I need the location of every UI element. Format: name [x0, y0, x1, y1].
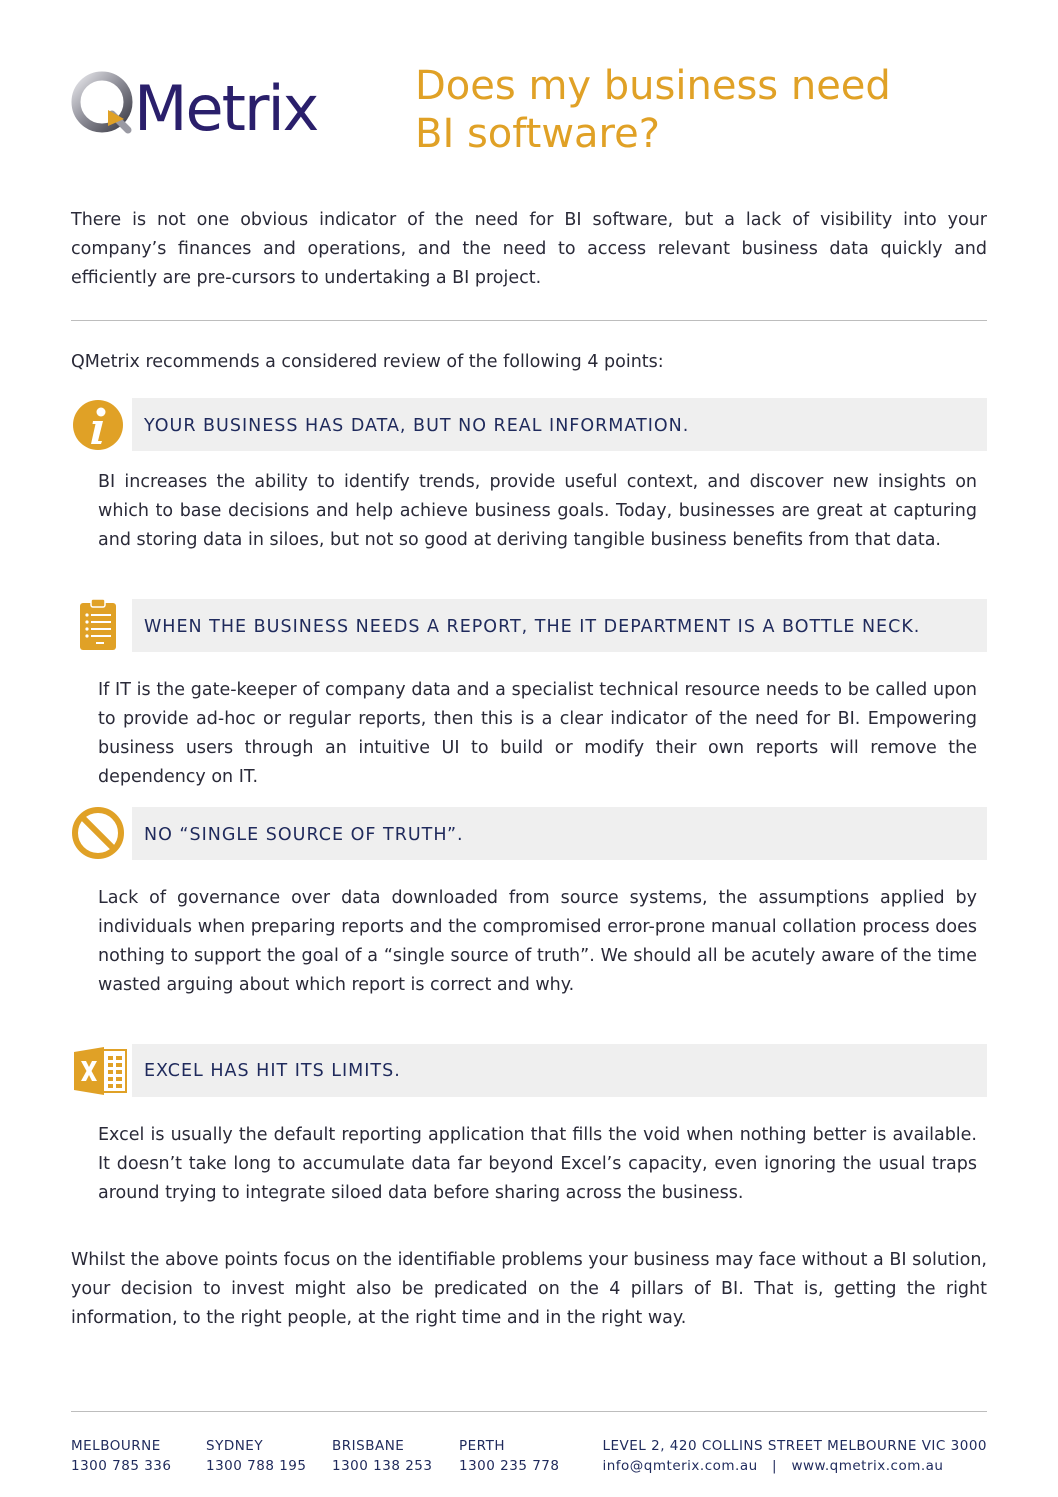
excel-icon — [72, 1046, 128, 1096]
office-city: PERTH — [459, 1438, 505, 1454]
title-line-2: BI software? — [415, 111, 660, 157]
point-2-heading: WHEN THE BUSINESS NEEDS A REPORT, THE IT DEPARTMENT IS A BOTTLE NECK. — [144, 617, 921, 637]
no-entry-icon — [71, 806, 125, 860]
office-phone: 1300 138 253 — [332, 1458, 433, 1474]
qmetrix-logo — [68, 64, 348, 144]
point-4-heading: EXCEL HAS HIT ITS LIMITS. — [144, 1061, 401, 1081]
office-phone: 1300 235 778 — [459, 1458, 560, 1474]
point-3-body: Lack of governance over data downloaded from source systems, the assumptions applied by individuals when preparing reports and the compromised error-prone manual collation process does nothing to support the goal of a “single source of truth”. We should all be acutely aware of the time wasted arguing about which report is correct and why. — [98, 888, 977, 995]
footer-address: LEVEL 2, 420 COLLINS STREET MELBOURNE VIC 3000 — [602, 1438, 987, 1454]
divider — [71, 320, 987, 321]
footer-contact — [602, 1436, 987, 1476]
footer-divider — [71, 1411, 987, 1412]
point-2-body: If IT is the gate-keeper of company data and a specialist technical resource needs to be called upon to provide ad-hoc or regular reports, then this is a clear indicator of the need for BI. Empowering business users through an intuitive UI to build or modify their own reports will remove the dependency on IT. — [98, 680, 977, 787]
office-city: MELBOURNE — [71, 1438, 161, 1454]
point-3-heading: NO “SINGLE SOURCE OF TRUTH”. — [144, 825, 464, 845]
footer-office-perth — [459, 1436, 559, 1476]
office-phone: 1300 785 336 — [71, 1458, 172, 1474]
footer-links[interactable]: info@qmterix.com.au | www.qmetrix.com.au — [602, 1458, 944, 1474]
title-line-1: Does my business need — [415, 63, 891, 109]
office-city: SYDNEY — [206, 1438, 264, 1454]
point-1-body: BI increases the ability to identify trends, provide useful context, and discover new insights on which to base decisions and help achieve business goals. Today, businesses are great at capturing and storing data in siloes, but not so good at deriving tangible business benefits from that data. — [98, 472, 977, 550]
page-title — [415, 62, 1015, 158]
footer-office-brisbane — [332, 1436, 432, 1476]
recommend-text: QMetrix recommends a considered review of the following 4 points: — [71, 352, 664, 372]
svg-text:Metrix: Metrix — [134, 72, 318, 144]
footer-office-sydney — [206, 1436, 306, 1476]
info-icon — [72, 399, 124, 451]
point-4-body: Excel is usually the default reporting application that fills the void when nothing better is available. It doesn’t take long to accumulate data far beyond Excel’s capacity, even ignoring the usual traps around trying to integrate siloed data before sharing across the business. — [98, 1125, 977, 1203]
closing-paragraph: Whilst the above points focus on the identifiable problems your business may face without a BI solution, your decision to invest might also be predicated on the 4 pillars of BI. That is, getting the right information, to the right people, at the right time and in the right way. — [71, 1250, 987, 1328]
office-phone: 1300 788 195 — [206, 1458, 307, 1474]
point-1-heading: YOUR BUSINESS HAS DATA, BUT NO REAL INFORMATION. — [144, 416, 690, 436]
intro-paragraph: There is not one obvious indicator of the need for BI software, but a lack of visibility into your company’s finances and operations, and the need to access relevant business data quickly and efficiently are pre-cursors to undertaking a BI project. — [71, 210, 987, 288]
footer-office-melbourne — [71, 1436, 171, 1476]
office-city: BRISBANE — [332, 1438, 405, 1454]
clipboard-list-icon — [79, 598, 119, 652]
